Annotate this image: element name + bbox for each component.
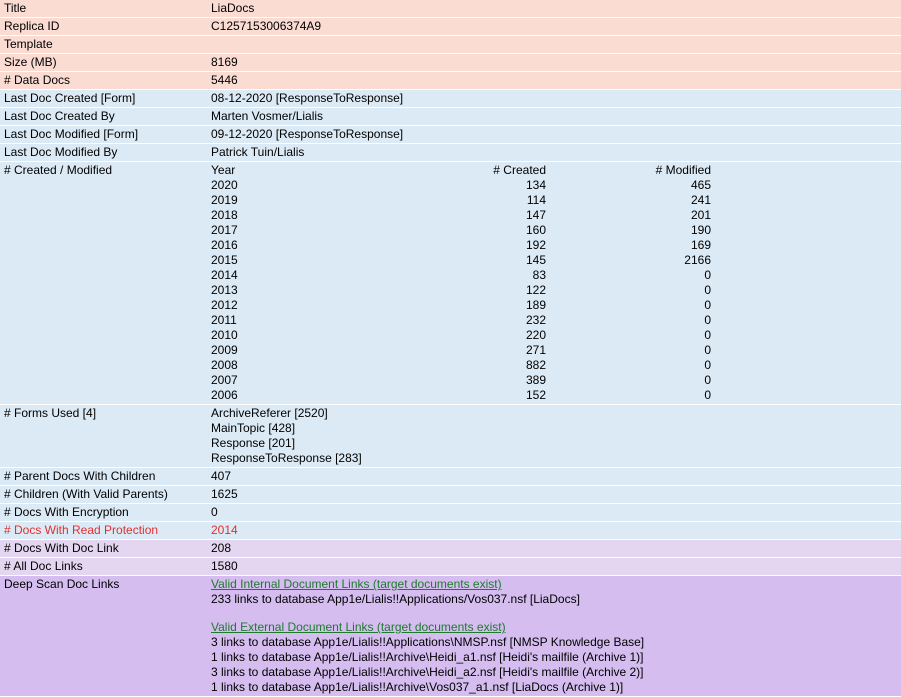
year-modified: 0 (704, 358, 711, 372)
years-header-created: # Created (493, 163, 546, 177)
forms-used-row (0, 405, 901, 468)
year-created: 160 (525, 223, 546, 237)
years-row (211, 298, 711, 313)
valid-external-links-line: 1 links to database App1e/Lialis!!Archive\Heidi_a1.nsf [Heidi's mailfile (Archive 1)] (211, 650, 644, 664)
year-modified: 190 (690, 223, 711, 237)
years-row (211, 268, 711, 283)
years-row (211, 253, 711, 268)
year-created: 114 (526, 193, 546, 207)
table-row (0, 144, 901, 162)
table-row (0, 558, 901, 576)
row-label-docs-with-encryption: # Docs With Encryption (0, 504, 207, 522)
year-created: 882 (525, 358, 546, 372)
valid-internal-links-heading[interactable]: Valid Internal Document Links (target documents exist) (211, 577, 502, 591)
year-created: 271 (525, 343, 546, 357)
row-value-docs-with-read-protection: 2014 (207, 522, 901, 540)
row-label-docs-with-doc-link: # Docs With Doc Link (0, 540, 207, 558)
year-created: 134 (525, 178, 546, 192)
year-created: 189 (525, 298, 546, 312)
year-modified: 0 (704, 373, 711, 387)
years-row (211, 178, 711, 193)
year-label: 2020 (211, 178, 238, 192)
valid-external-links-line: 1 links to database App1e/Lialis!!Archive\Vos037_a1.nsf [LiaDocs (Archive 1)] (211, 680, 624, 694)
table-row (0, 54, 901, 72)
years-row (211, 193, 711, 208)
years-row (211, 358, 711, 373)
row-value-template (207, 36, 901, 54)
row-label-deep-scan-doc-links: Deep Scan Doc Links (0, 576, 207, 697)
year-modified: 201 (690, 208, 711, 222)
valid-internal-links-line: 233 links to database App1e/Lialis!!Applications/Vos037.nsf [LiaDocs] (211, 592, 580, 606)
year-modified: 0 (704, 328, 711, 342)
row-label-last-doc-modified-by: Last Doc Modified By (0, 144, 207, 162)
years-row (211, 283, 711, 298)
row-label-template: Template (0, 36, 207, 54)
form-item: ArchiveReferer [2520] (211, 406, 328, 420)
forms-used-cell (207, 405, 901, 468)
years-row (211, 208, 711, 223)
row-label-title: Title (0, 0, 207, 18)
table-row (0, 18, 901, 36)
form-item: MainTopic [428] (211, 421, 296, 435)
row-label-docs-with-read-protection: # Docs With Read Protection (0, 522, 207, 540)
year-label: 2008 (211, 358, 238, 372)
year-label: 2018 (211, 208, 238, 222)
created-modified-cell (207, 162, 901, 405)
year-created: 122 (525, 283, 546, 297)
table-row (0, 0, 901, 18)
table-row (0, 468, 901, 486)
row-label-created-modified: # Created / Modified (0, 162, 207, 405)
year-created: 145 (525, 253, 546, 267)
year-label: 2016 (211, 238, 238, 252)
deep-scan-row (0, 576, 901, 697)
year-label: 2009 (211, 343, 238, 357)
year-created: 192 (525, 238, 546, 252)
table-row (0, 540, 901, 558)
year-modified: 0 (704, 343, 711, 357)
years-table (211, 163, 711, 403)
years-row (211, 373, 711, 388)
row-value-last-doc-modified-by: Patrick Tuin/Lialis (207, 144, 901, 162)
years-row (211, 313, 711, 328)
year-modified: 0 (704, 283, 711, 297)
row-value-last-doc-modified-form: 09-12-2020 [ResponseToResponse] (207, 126, 901, 144)
row-label-last-doc-modified-form: Last Doc Modified [Form] (0, 126, 207, 144)
valid-external-links-line: 3 links to database App1e/Lialis!!Applications\NMSP.nsf [NMSP Knowledge Base] (211, 635, 645, 649)
table-row (0, 108, 901, 126)
form-item: Response [201] (211, 436, 296, 450)
row-label-size-mb: Size (MB) (0, 54, 207, 72)
year-label: 2014 (211, 268, 238, 282)
row-label-data-docs: # Data Docs (0, 72, 207, 90)
row-label-forms-used: # Forms Used [4] (0, 405, 207, 468)
years-row (211, 328, 711, 343)
year-created: 83 (532, 268, 546, 282)
row-value-replica-id: C1257153006374A9 (207, 18, 901, 36)
table-row (0, 36, 901, 54)
created-modified-row (0, 162, 901, 405)
table-row (0, 126, 901, 144)
year-label: 2006 (211, 388, 238, 402)
valid-external-links-line: 3 links to database App1e/Lialis!!Archive\Heidi_a2.nsf [Heidi's mailfile (Archive 2)] (211, 665, 644, 679)
row-value-last-doc-created-form: 08-12-2020 [ResponseToResponse] (207, 90, 901, 108)
year-label: 2013 (211, 283, 238, 297)
year-created: 152 (525, 388, 546, 402)
table-row (0, 522, 901, 540)
table-row (0, 504, 901, 522)
table-row (0, 486, 901, 504)
year-label: 2011 (211, 313, 237, 327)
years-row (211, 223, 711, 238)
row-value-docs-with-doc-link: 208 (207, 540, 901, 558)
year-created: 220 (525, 328, 546, 342)
year-modified: 0 (704, 268, 711, 282)
row-label-replica-id: Replica ID (0, 18, 207, 36)
row-value-size-mb: 8169 (207, 54, 901, 72)
years-header-row (211, 163, 711, 178)
years-row (211, 343, 711, 358)
form-item: ResponseToResponse [283] (211, 451, 362, 465)
year-label: 2019 (211, 193, 238, 207)
year-modified: 2166 (684, 253, 711, 267)
year-label: 2010 (211, 328, 238, 342)
year-modified: 169 (690, 238, 711, 252)
row-value-data-docs: 5446 (207, 72, 901, 90)
year-created: 147 (525, 208, 546, 222)
row-value-children-valid-parents: 1625 (207, 486, 901, 504)
years-header-year: Year (211, 163, 236, 177)
row-label-last-doc-created-form: Last Doc Created [Form] (0, 90, 207, 108)
year-modified: 0 (704, 298, 711, 312)
year-created: 389 (525, 373, 546, 387)
row-label-last-doc-created-by: Last Doc Created By (0, 108, 207, 126)
row-label-children-valid-parents: # Children (With Valid Parents) (0, 486, 207, 504)
year-modified: 0 (704, 388, 711, 402)
year-label: 2012 (211, 298, 238, 312)
year-label: 2007 (211, 373, 238, 387)
year-label: 2015 (211, 253, 238, 267)
valid-external-links-heading[interactable]: Valid External Document Links (target documents exist) (211, 620, 506, 634)
table-row (0, 90, 901, 108)
years-row (211, 238, 711, 253)
deep-scan-cell (207, 576, 901, 697)
year-created: 232 (525, 313, 546, 327)
row-value-title: LiaDocs (207, 0, 901, 18)
years-header-modified: # Modified (655, 163, 711, 177)
row-label-parent-docs-with-children: # Parent Docs With Children (0, 468, 207, 486)
row-value-parent-docs-with-children: 407 (207, 468, 901, 486)
row-value-all-doc-links: 1580 (207, 558, 901, 576)
year-modified: 241 (690, 193, 711, 207)
row-value-last-doc-created-by: Marten Vosmer/Lialis (207, 108, 901, 126)
year-label: 2017 (211, 223, 238, 237)
year-modified: 0 (704, 313, 711, 327)
section-spacer (211, 607, 901, 620)
years-row (211, 388, 711, 403)
table-row (0, 72, 901, 90)
row-value-docs-with-encryption: 0 (207, 504, 901, 522)
year-modified: 465 (690, 178, 711, 192)
row-label-all-doc-links: # All Doc Links (0, 558, 207, 576)
